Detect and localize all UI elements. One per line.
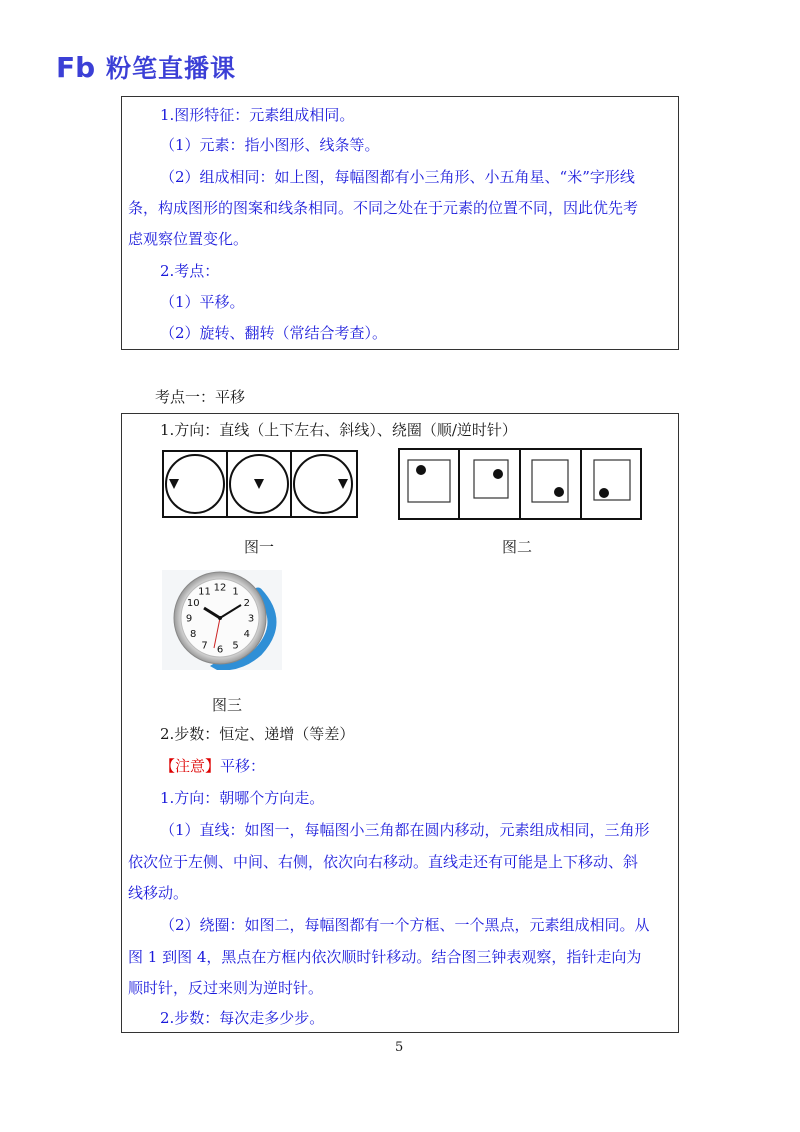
text-line: 依次位于左侧、中间、右侧，依次向右移动。直线走还有可能是上下移动、斜 (128, 853, 639, 871)
translation-box (121, 413, 679, 1033)
page-number: 5 (395, 1040, 404, 1055)
clock-number: 4 (243, 629, 250, 640)
text-line: 1.图形特征：元素组成相同。 (160, 106, 355, 124)
clock-number: 6 (216, 644, 224, 656)
svg-text:Fb: Fb (56, 52, 96, 82)
fb-logo-icon (56, 52, 98, 82)
clock-number: 5 (232, 640, 239, 652)
clock-number: 12 (213, 582, 227, 594)
text-line: 图 1 到图 4，黑点在方框内依次顺时针移动。结合图三钟表观察，指针走向为 (128, 948, 642, 966)
text-line: 顺时针，反过来则为逆时针。 (128, 979, 324, 997)
caption-fig2: 图二 (502, 538, 533, 556)
caption-fig1: 图一 (244, 538, 275, 556)
text-line: （1）元素：指小图形、线条等。 (160, 136, 380, 154)
clock-number: 8 (190, 629, 197, 640)
text-line: 线移动。 (128, 884, 189, 902)
text-line: 1.方向：朝哪个方向走。 (160, 789, 325, 807)
clock-number: 2 (243, 598, 250, 609)
clock-number: 11 (198, 586, 211, 598)
clock-number: 10 (186, 598, 200, 609)
brand-logo (56, 50, 236, 84)
text-line: （1）平移。 (160, 293, 245, 311)
direction-line: 1.方向：直线（上下左右、斜线）、绕圈（顺/逆时针） (160, 421, 517, 439)
figure-two (398, 448, 642, 520)
note-line (160, 756, 265, 776)
brand-name: 粉笔直播课 (106, 54, 237, 83)
figure-one (162, 450, 358, 518)
note-text: 平移： (220, 757, 266, 775)
note-label: 【注意】 (160, 757, 221, 775)
feature-box (121, 96, 679, 350)
text-line: 2.考点： (160, 262, 220, 280)
figure-three-clock (162, 570, 282, 670)
section-title: 考点一：平移 (155, 388, 246, 406)
text-line: 2.步数：每次走多少步。 (160, 1009, 325, 1027)
clock-number: 3 (247, 613, 255, 625)
text-line: （1）直线：如图一，每幅图小三角都在圆内移动，元素组成相同，三角形 (160, 821, 650, 839)
clock-number: 9 (185, 613, 193, 625)
text-line: （2）绕圈：如图二，每幅图都有一个方框、一个黑点，元素组成相同。从 (160, 916, 650, 934)
text-line: 虑观察位置变化。 (128, 230, 249, 248)
clock-number: 1 (232, 586, 239, 598)
clock-number: 7 (201, 640, 208, 652)
text-line: 条，构成图形的图案和线条相同。不同之处在于元素的位置不同，因此优先考 (128, 199, 639, 217)
steps-line: 2.步数：恒定、递增（等差） (160, 725, 355, 743)
text-line: （2）旋转、翻转（常结合考查）。 (160, 324, 388, 342)
text-line: （2）组成相同：如上图，每幅图都有小三角形、小五角星、“米”字形线 (160, 168, 635, 186)
caption-fig3: 图三 (212, 696, 243, 714)
